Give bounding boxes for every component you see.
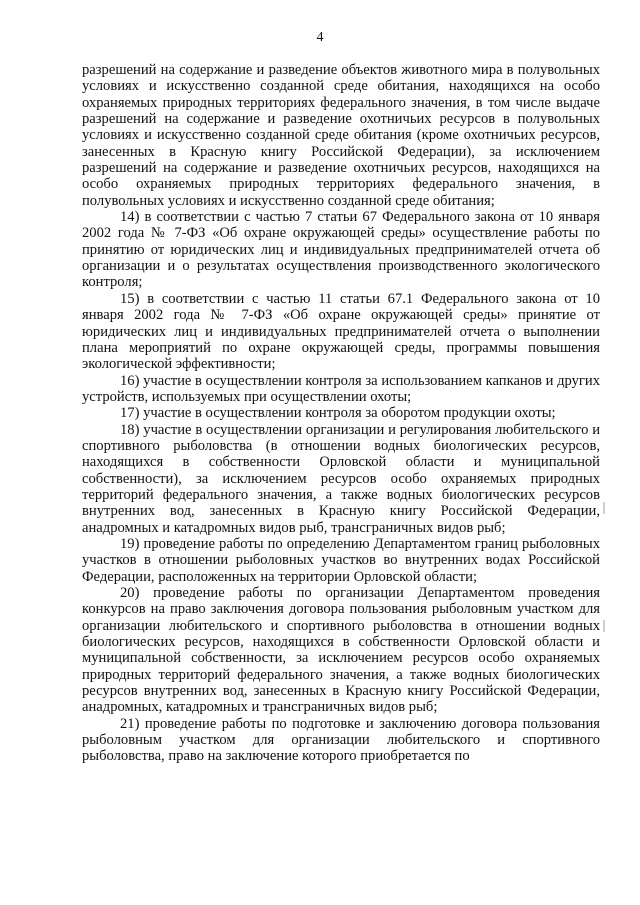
list-item-18: 18) участие в осуществлении организации и регулирования любительского и спортивного рыболовства (в отношении водных биологических ресурсов, находящихся в собственности Орловской области и муниципальной собственности), за исключением ресурсов особо охраняемых природных территорий федерального значения, а также водных биологических ресурсов внутренних вод, занесенных в Красную книгу Российской Федерации, анадромных и катадромных видов рыб, трансграничных видов рыб; bbox=[82, 421, 600, 536]
list-item-16: 16) участие в осуществлении контроля за использованием капканов и других устройств, используемых при осуществлении охоты; bbox=[82, 372, 600, 405]
scan-margin-mark bbox=[603, 502, 605, 514]
list-item-14: 14) в соответствии с частью 7 статьи 67 Федерального закона от 10 января 2002 года № 7-ФЗ «Об охране окружающей среды» осуществление работы по принятию от юридических лиц и индивидуальных предпринимателей отчета об организации и о результатах осуществления производственного экологического контроля; bbox=[82, 209, 600, 291]
list-item-21: 21) проведение работы по подготовке и заключению договора пользования рыболовным участком для организации любительского и спортивного рыболовства, право на заключение которого приобретается по bbox=[82, 715, 600, 765]
document-body bbox=[82, 62, 600, 765]
list-item-19: 19) проведение работы по определению Департаментом границ рыболовных участков в отношении рыболовных участков во внутренних водах Российской Федерации, расположенных на территории Орловской области; bbox=[82, 535, 600, 585]
list-item-20: 20) проведение работы по организации Департаментом проведения конкурсов на право заключения договора пользования рыболовным участком для организации любительского и спортивного рыболовства в отношении водных биологических ресурсов, находящихся в собственности Орловской области и муниципальной собственности, за исключением ресурсов особо охраняемых природных территорий федерального значения, а также водных биологических ресурсов внутренних вод, занесенных в Красную книгу Российской Федерации, анадромных, катадромных и трансграничных видов рыб; bbox=[82, 585, 600, 716]
list-item-15: 15) в соответствии с частью 11 статьи 67.1 Федерального закона от 10 января 2002 года № 7-ФЗ «Об охране окружающей среды» принятие от юридических лиц и индивидуальных предпринимателей отчета о выполнении плана мероприятий по охране окружающей среды, программы повышения экологической эффективности; bbox=[82, 290, 600, 373]
list-item-17: 17) участие в осуществлении контроля за оборотом продукции охоты; bbox=[120, 405, 556, 422]
continuation-paragraph: разрешений на содержание и разведение объектов животного мира в полувольных условиях и искусственно созданной среде обитания, находящихся на особо охраняемых природных территориях федерального значения, в том числе выдаче разрешений на содержание и разведение охотничьих ресурсов в полувольных условиях и искусственно созданной среде обитания (кроме охотничьих ресурсов, занесенных в Красную книгу Российской Федерации), за исключением разрешений на содержание и разведение охотничьих ресурсов, находящихся на особо охраняемых природных территориях федерального значения, в полувольных условиях и искусственно созданной среде обитания; bbox=[82, 62, 600, 209]
page-number: 4 bbox=[316, 30, 324, 45]
scan-margin-mark bbox=[603, 620, 605, 632]
